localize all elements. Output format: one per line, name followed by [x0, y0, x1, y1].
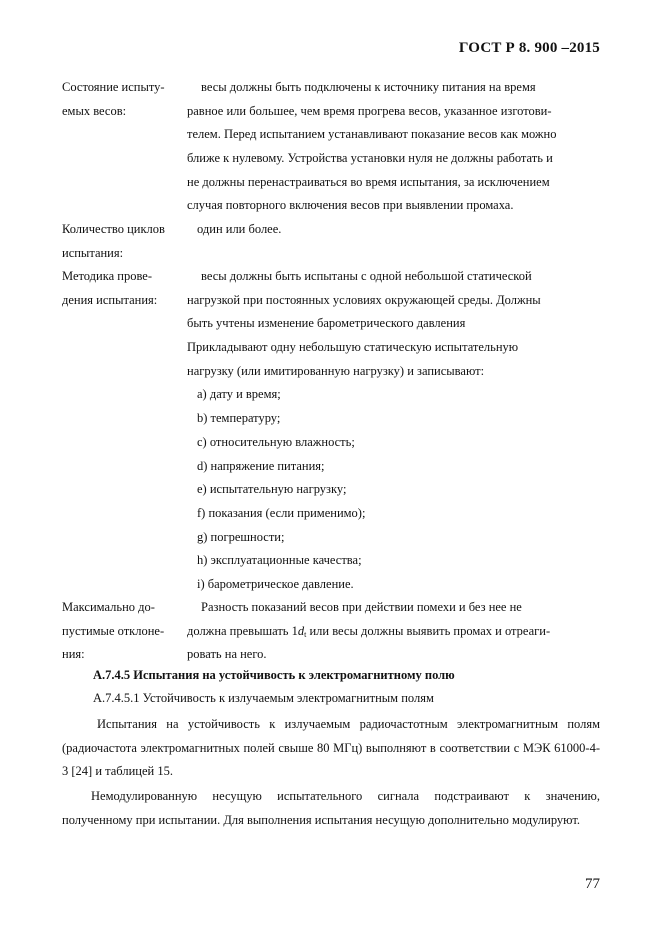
- method-label: [62, 265, 180, 312]
- text-fragment: должна превышать 1: [187, 623, 298, 638]
- list-item: h) эксплуатационные качества;: [197, 553, 362, 568]
- text-line: весы должны быть испытаны с одной небольшой статической: [201, 269, 532, 283]
- cycles-text: [187, 218, 592, 242]
- text-line: телем. Перед испытанием устанавливают показание весов как можно: [187, 127, 557, 142]
- list-item: d) напряжение питания;: [197, 458, 325, 473]
- paragraph: Испытания на устойчивость к излучаемым радиочастотным электромагнитным полям (радиочастота электромагнитных полей свыше 80 МГц) выполняют в соответствии с МЭК 61000-4-3 [24] и таблицей 15.: [62, 717, 600, 779]
- paragraph: Немодулированную несущую испытательного сигнала подстраивают к значению, полученному при испытании. Для выполнения испытания несущую дополнительно модулируют.: [62, 789, 600, 827]
- list-item: i) барометрическое давление.: [197, 576, 354, 591]
- list-item: g) погрешности;: [197, 529, 285, 544]
- label-line: Методика прове-: [62, 269, 153, 283]
- text-line: один или более.: [197, 222, 282, 236]
- text-line: ровать на него.: [187, 647, 267, 662]
- label-line: дения испытания:: [62, 292, 158, 307]
- list-item: f) показания (если применимо);: [197, 505, 366, 520]
- text-line-formula: [187, 620, 592, 644]
- list-item: b) температуру;: [197, 411, 281, 426]
- max-dev-label: [62, 596, 180, 667]
- text-fragment: или весы должны выявить промах и отреаги-: [306, 623, 551, 638]
- standard-number: ГОСТ Р 8. 900 –2015: [458, 40, 600, 56]
- label-line: испытания:: [62, 245, 124, 260]
- page-number: 77: [585, 876, 600, 892]
- list-item: а) дату и время;: [197, 387, 281, 402]
- label-line: Состояние испыту-: [62, 80, 165, 94]
- text-line: не должны перенастраиваться во время испытания, за исключением: [187, 174, 550, 189]
- subsection-heading: А.7.4.5.1 Устойчивость к излучаемым электромагнитным полям: [93, 691, 434, 705]
- label-line: емых весов:: [62, 103, 127, 118]
- label-line: Количество циклов: [62, 222, 165, 236]
- list-item: е) испытательную нагрузку;: [197, 482, 347, 497]
- condition-label: [62, 76, 180, 123]
- text-line: нагрузкой при постоянных условиях окружающей среды. Должны: [187, 292, 541, 307]
- text-line: быть учтены изменение барометрического давления: [187, 316, 466, 331]
- subscript-t: t: [304, 629, 307, 639]
- condition-text: [187, 76, 592, 218]
- label-line: Максимально до-: [62, 600, 155, 614]
- text-line: равное или большее, чем время прогрева весов, указанное изготови-: [187, 103, 552, 118]
- variable-d: d: [297, 623, 305, 638]
- text-line: случая повторного включения весов при выявлении промаха.: [187, 198, 514, 213]
- list-item: c) относительную влажность;: [197, 434, 355, 449]
- text-line: ближе к нулевому. Устройства установки нуля не должны работать и: [187, 151, 553, 166]
- text-line: Разность показаний весов при действии помехи и без нее не: [201, 600, 522, 614]
- text-line: нагрузку (или имитированную нагрузку) и записывают:: [187, 363, 485, 378]
- text-line: весы должны быть подключены к источнику питания на время: [201, 80, 536, 94]
- label-line: ния:: [62, 647, 85, 662]
- label-line: пустимые отклоне-: [62, 623, 165, 638]
- cycles-label: [62, 218, 180, 265]
- text-line: Прикладывают одну небольшую статическую испытательную: [187, 340, 519, 355]
- section-heading: А.7.4.5 Испытания на устойчивость к электромагнитному полю: [93, 668, 455, 682]
- method-text: [187, 265, 592, 597]
- max-dev-text: [187, 596, 592, 667]
